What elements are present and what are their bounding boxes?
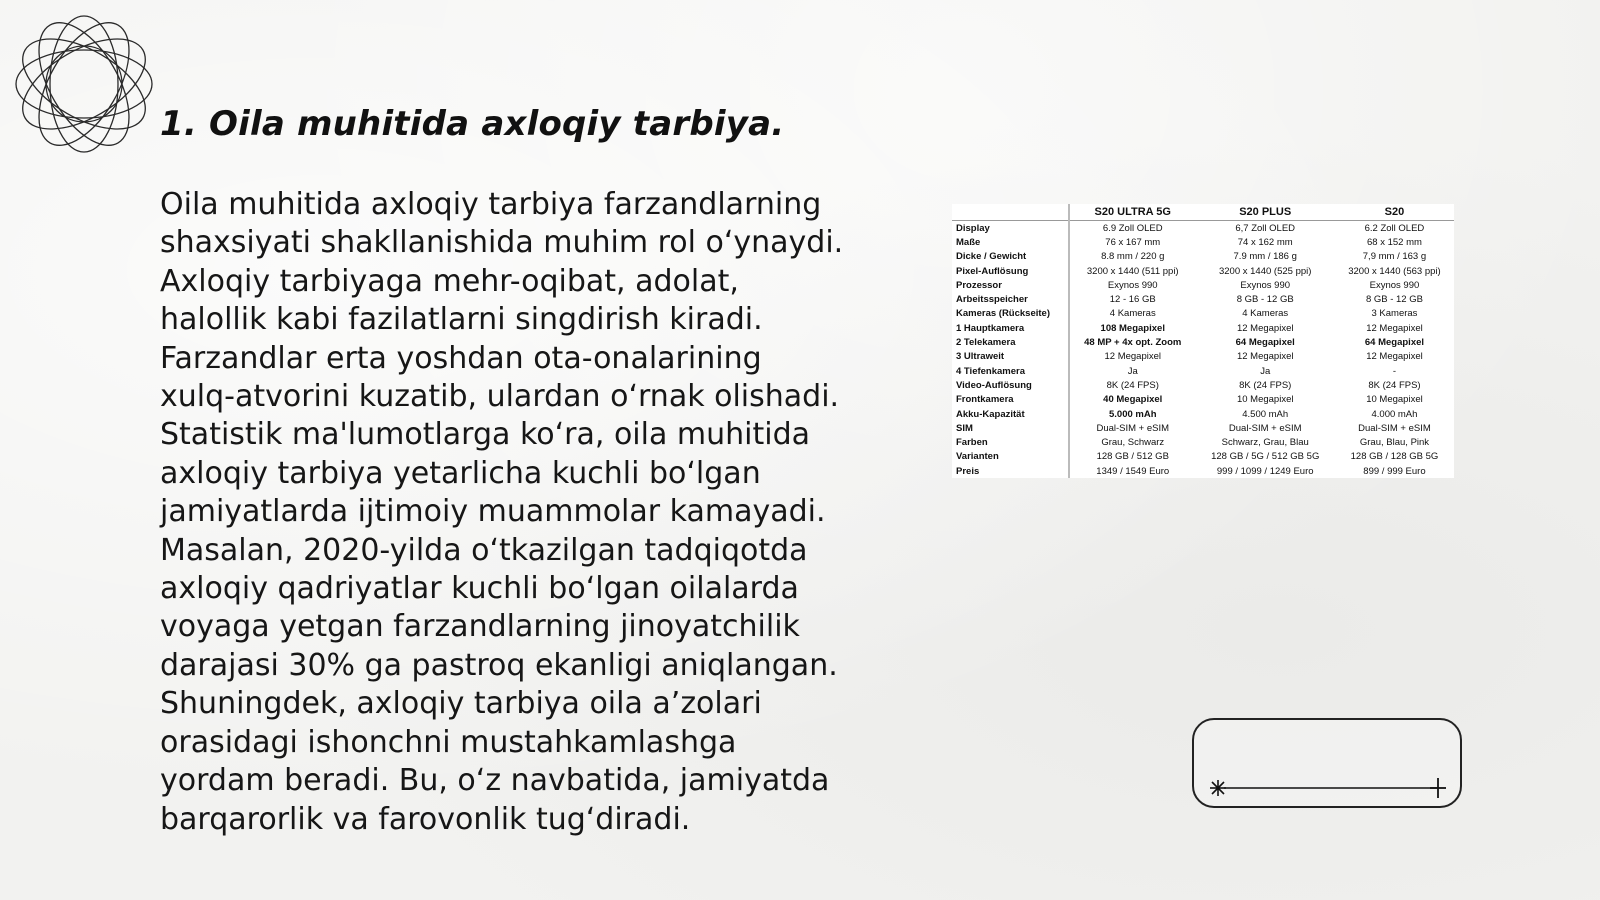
table-cell: 8 GB - 12 GB [1236,294,1294,306]
circular-rosette-icon [10,10,158,158]
row-label: SIM [952,421,1069,435]
row-label: Video-Auflösung [952,378,1069,392]
row-label: Varianten [952,450,1069,464]
table-cell: 128 GB / 128 GB 5G [1350,451,1439,463]
table-cell: 74 x 162 mm [1237,236,1293,248]
table-cell: 76 x 167 mm [1105,236,1161,248]
row-label: Frontkamera [952,393,1069,407]
row-label: Farben [952,435,1069,449]
table-row [952,450,1454,464]
table-cell: 6,7 Zoll OLED [1235,222,1296,234]
row-label: Arbeitsspeicher [952,292,1069,306]
table-header-cell: S20 PLUS [1196,204,1335,221]
row-label: Display [952,221,1069,236]
table-cell: 12 Megapixel [1236,322,1294,334]
row-label: Pixel-Auflösung [952,264,1069,278]
spec-comparison-table [952,204,1454,478]
table-cell: 64 Megapixel [1235,337,1295,349]
table-header-cell: S20 [1335,204,1454,221]
table-cell: 4.000 mAh [1371,408,1418,420]
row-label: Preis [952,464,1069,478]
table-cell: 48 MP + 4x opt. Zoom [1084,337,1182,349]
row-label: Maße [952,235,1069,249]
table-cell: 8K (24 FPS) [1368,379,1421,391]
table-row [952,350,1454,364]
table-cell: Grau, Schwarz [1101,437,1165,449]
table-row [952,335,1454,349]
table-cell: 3200 x 1440 (511 ppi) [1086,265,1179,277]
table-row [952,407,1454,421]
table-cell: 12 Megapixel [1104,351,1161,363]
table-row [952,378,1454,392]
row-label: 2 Telekamera [952,335,1069,349]
row-label: Prozessor [952,278,1069,292]
table-cell: Grau, Blau, Pink [1359,437,1430,449]
table-row [952,393,1454,407]
table-cell: Exynos 990 [1107,279,1158,291]
table-row [952,421,1454,435]
table-header-row [952,204,1454,221]
table-cell: 3200 x 1440 (563 ppi) [1348,265,1441,277]
table-cell: 4 Kameras [1109,308,1156,320]
table-cell: 10 Megapixel [1366,394,1423,406]
slider-graphic [1194,720,1464,810]
row-label: 4 Tiefenkamera [952,364,1069,378]
decorative-slider-widget [1192,718,1462,808]
table-cell: 1349 / 1549 Euro [1096,465,1170,477]
table-cell: 899 / 999 Euro [1363,465,1426,477]
sparkle-icon [1210,780,1226,796]
table-cell: Ja [1260,365,1271,377]
table-cell: Dual-SIM + eSIM [1096,422,1170,434]
plus-icon [1430,778,1446,798]
table-header-cell: S20 ULTRA 5G [1069,204,1196,221]
table-cell: 4.500 mAh [1242,408,1289,420]
table-cell: 8.8 mm / 220 g [1101,251,1165,263]
table-cell: Ja [1127,365,1138,377]
slide-title: 1. Oila muhitida axloqiy tarbiya. [160,104,785,144]
table-cell: 68 x 152 mm [1367,236,1422,248]
table-row [952,250,1454,264]
table-cell: Dual-SIM + eSIM [1228,422,1302,434]
table-row [952,364,1454,378]
table-cell: 12 Megapixel [1366,322,1423,334]
table-header-cell [952,204,1069,221]
table-cell: 128 GB / 512 GB [1096,451,1169,463]
row-label: 1 Hauptkamera [952,321,1069,335]
table-row [952,221,1454,236]
table-row [952,235,1454,249]
table-row [952,292,1454,306]
table-cell: Exynos 990 [1240,279,1291,291]
table-cell: 40 Megapixel [1103,394,1163,406]
table-row [952,307,1454,321]
table-cell: 3200 x 1440 (525 ppi) [1218,265,1312,277]
table-row [952,435,1454,449]
slide-body-text: Oila muhitida axloqiy tarbiya farzandlarning shaxsiyati shakllanishida muhim rol oʻynaydi. Axloqiy tarbiyaga mehr-oqibat, adolat, halollik kabi fazilatlarni singdirish kiradi. Farzandlar erta yoshdan ota-onalarining xulq-atvorini kuzatib, ulardan oʻrnak olishadi. Statistik ma'lumotlarga koʻra, oila muhitida axloqiy tarbiya yetarlicha kuchli boʻlgan jamiyatlarda ijtimoiy muammolar kamayadi. Masalan, 2020-yilda oʻtkazilgan tadqiqotda axloqiy qadriyatlar kuchli boʻlgan oilalarda voyaga yetgan farzandlarning jinoyatchilik darajasi 30% ga pastroq ekanligi aniqlangan. Shuningdek, axloqiy tarbiya oila aʼzolari orasidagi ishonchni mustahkamlashga yordam beradi. Bu, oʻz navbatida, jamiyatda barqarorlik va farovonlik tugʻdiradi. [160,187,844,837]
row-label: Kameras (Rückseite) [952,307,1069,321]
table-cell: 12 Megapixel [1236,351,1294,363]
table-row [952,278,1454,292]
table-cell: 3 Kameras [1371,308,1418,320]
table-cell: 12 - 16 GB [1109,294,1156,306]
table-cell: 6.2 Zoll OLED [1364,222,1425,234]
table-cell: Dual-SIM + eSIM [1358,422,1431,434]
table-row [952,264,1454,278]
table-cell: 5.000 mAh [1108,408,1157,420]
table-row [952,464,1454,478]
row-label: Akku-Kapazität [952,407,1069,421]
row-label: 3 Ultraweit [952,350,1069,364]
row-label: Dicke / Gewicht [952,250,1069,264]
table-cell: - [1392,365,1397,377]
table-cell: 108 Megapixel [1100,322,1165,334]
table-cell: 8 GB - 12 GB [1365,294,1423,306]
table-cell: 4 Kameras [1242,308,1289,320]
table-cell: 999 / 1099 / 1249 Euro [1216,465,1314,477]
table-cell: 12 Megapixel [1366,351,1423,363]
table-cell: 8K (24 FPS) [1239,379,1292,391]
table-cell: 7.9 mm / 186 g [1233,251,1297,263]
table-cell: 7,9 mm / 163 g [1362,251,1427,263]
table-cell: Exynos 990 [1369,279,1420,291]
table-cell: 128 GB / 5G / 512 GB 5G [1211,451,1320,463]
table-row [952,321,1454,335]
table-cell: 8K (24 FPS) [1106,379,1159,391]
table-cell: 64 Megapixel [1364,337,1425,349]
table-cell: 6.9 Zoll OLED [1102,222,1163,234]
table-cell: 10 Megapixel [1236,394,1294,406]
table-cell: Schwarz, Grau, Blau [1221,437,1309,449]
